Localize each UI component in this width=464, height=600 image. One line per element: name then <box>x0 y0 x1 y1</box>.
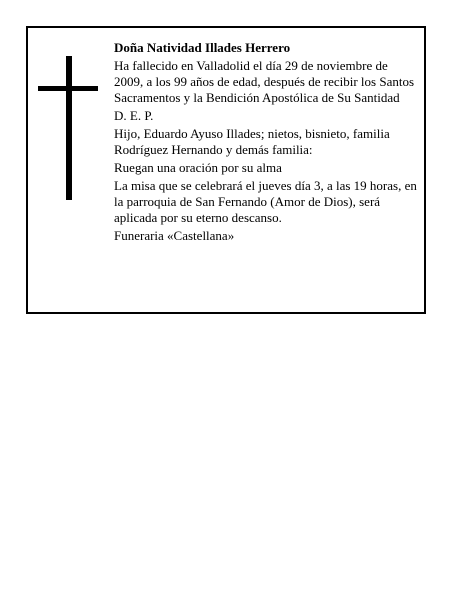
family-list: Hijo, Eduardo Ayuso Illades; nietos, bisnieto, familia Rodríguez Hernando y demás familia: <box>114 126 390 157</box>
rest-in-peace: D. E. P. <box>114 108 154 123</box>
notice-text <box>114 40 418 246</box>
death-announcement: Ha fallecido en Valladolid el día 29 de noviembre de 2009, a los 99 años de edad, después de recibir los Santos Sacramentos y la Bendición Apostólica de Su Santidad <box>114 58 415 105</box>
deceased-name: Doña Natividad Illades Herrero <box>114 40 291 55</box>
cross-vertical-bar <box>66 56 72 200</box>
cross-icon <box>38 56 98 200</box>
obituary-notice <box>26 26 426 314</box>
cross-horizontal-bar <box>38 86 98 91</box>
prayer-request: Ruegan una oración por su alma <box>114 160 282 175</box>
mass-details: La misa que se celebrará el jueves día 3, a las 19 horas, en la parroquia de San Fernando (Amor de Dios), será aplicada por su eterno descanso. <box>114 178 417 225</box>
funeral-home: Funeraria «Castellana» <box>114 228 235 243</box>
